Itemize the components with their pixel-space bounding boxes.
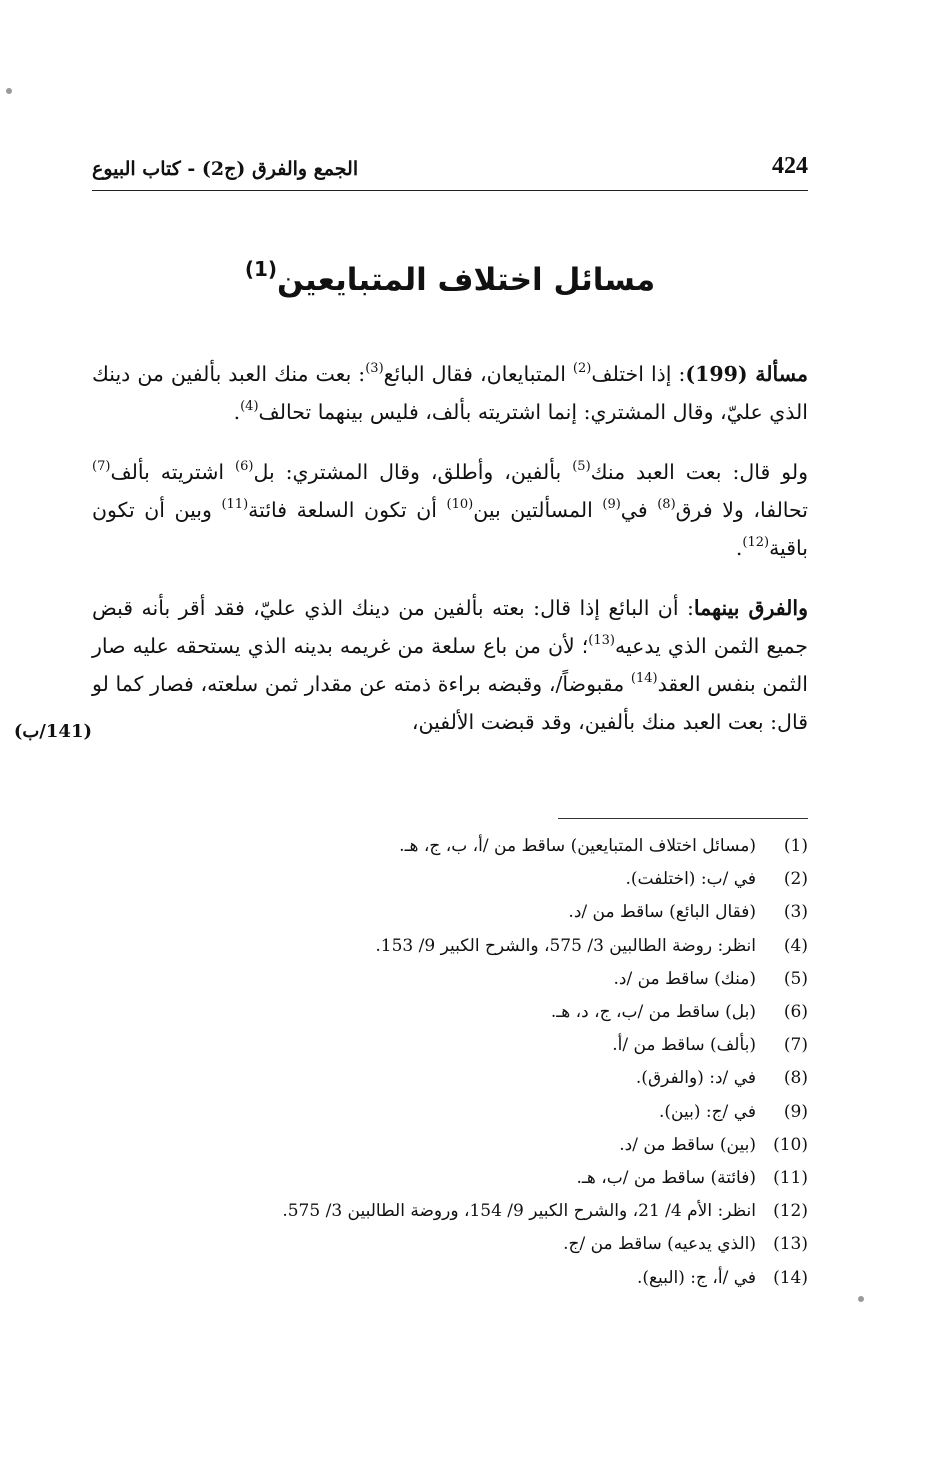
text-segment: تحالفا، ولا فرق xyxy=(675,498,808,522)
paragraph-masalah-199 xyxy=(92,355,808,431)
chapter-title-note-ref: (1) xyxy=(244,257,278,281)
footnote-item xyxy=(92,1062,808,1095)
footnote-ref[interactable]: (2) xyxy=(572,361,592,376)
text-segment: أن تكون السلعة فائتة xyxy=(248,498,447,522)
footnote-text: في /ج: (بين). xyxy=(658,1101,756,1122)
difference-label: والفرق بينهما xyxy=(693,596,808,620)
footnote-item xyxy=(92,863,808,896)
footnote-number: (13) xyxy=(773,1234,808,1255)
footnote-ref[interactable]: (5) xyxy=(572,459,591,474)
footnote-item xyxy=(92,1228,808,1261)
footnote-number: (1) xyxy=(783,836,808,856)
footnote-text: (بألف) ساقط من /أ. xyxy=(612,1035,756,1056)
footnote-number: (4) xyxy=(783,935,808,956)
chapter-title xyxy=(92,257,808,298)
paragraph-difference xyxy=(92,589,808,741)
footnote-item xyxy=(92,1029,808,1062)
footnote-text: في /د: (والفرق). xyxy=(635,1068,756,1089)
footnote-item xyxy=(92,830,808,863)
footnote-ref[interactable]: (8) xyxy=(657,497,676,512)
footnote-item xyxy=(92,1096,808,1129)
paragraph-second-case xyxy=(92,453,808,567)
text-segment: : أن البائع إذا قال: بعته بألفين من دينك الذي عليّ، فقد أقر بأنه قبض جميع الثمن الذي يدعيه xyxy=(92,596,808,658)
footnote-text: (منك) ساقط من /د. xyxy=(613,968,756,989)
main-text xyxy=(92,355,808,763)
footnote-ref[interactable]: (13) xyxy=(588,633,615,648)
scan-speck xyxy=(6,88,12,94)
footnote-item xyxy=(92,1262,808,1295)
footnote-number: (6) xyxy=(783,1002,808,1023)
footnote-number: (3) xyxy=(783,902,808,923)
scan-speck xyxy=(858,1296,864,1302)
footnote-item xyxy=(92,896,808,929)
text-segment: . xyxy=(735,536,743,560)
footnote-ref[interactable]: (7) xyxy=(92,459,111,474)
footnote-ref[interactable]: (11) xyxy=(221,497,249,512)
footnote-ref[interactable]: (10) xyxy=(446,497,474,512)
text-segment: : إذا اختلف xyxy=(591,362,686,386)
text-segment: في xyxy=(620,498,658,522)
issue-label: مسألة (199) xyxy=(685,362,808,386)
footnote-item xyxy=(92,963,808,996)
footnote-number: (5) xyxy=(783,968,808,989)
footnote-text: (بين) ساقط من /د. xyxy=(619,1134,756,1155)
footnote-ref[interactable]: (3) xyxy=(365,361,384,376)
page-number: 424 xyxy=(772,153,808,179)
footnote-text: انظر: الأم 4/ 21، والشرح الكبير 9/ 154، وروضة الطالبين 3/ 575. xyxy=(282,1201,756,1222)
footnote-number: (14) xyxy=(773,1267,808,1288)
text-segment: المسألتين بين xyxy=(473,498,603,522)
footnote-number: (8) xyxy=(783,1068,808,1089)
footnote-item xyxy=(92,996,808,1029)
chapter-title-text: مسائل اختلاف المتبايعين xyxy=(277,262,656,298)
text-segment: ؛ لأن من باع سلعة من غريمه بدينه الذي يستحقه عليه صار الثمن بنفس العقد xyxy=(92,634,808,696)
footnote-text: (فائتة) ساقط من /ب، هـ. xyxy=(576,1168,756,1189)
footnote-text: في /ب: (اختلفت). xyxy=(625,869,756,890)
text-segment: اشتريته بألف xyxy=(110,460,236,484)
page-header xyxy=(92,140,808,180)
footnote-text: (فقال البائع) ساقط من /د. xyxy=(568,902,756,923)
running-title: الجمع والفرق (ج2) - كتاب البيوع xyxy=(92,158,359,180)
footnote-item xyxy=(92,1195,808,1228)
footnote-ref[interactable]: (6) xyxy=(235,459,254,474)
footnote-separator xyxy=(558,818,808,819)
footnote-item xyxy=(92,1129,808,1162)
footnote-number: (2) xyxy=(783,869,808,890)
footnote-ref[interactable]: (9) xyxy=(602,497,621,512)
text-segment: ولو قال: بعت العبد منك xyxy=(590,460,808,484)
footnote-number: (9) xyxy=(783,1101,808,1122)
footnote-number: (10) xyxy=(773,1134,808,1155)
footnote-text: (مسائل اختلاف المتبايعين) ساقط من /أ، ب، ج، هـ. xyxy=(399,836,756,856)
text-segment: بألفين، وأطلق، وقال المشتري: بل xyxy=(253,460,573,484)
text-segment: المتبايعان، فقال البائع xyxy=(383,362,573,386)
footnote-ref[interactable]: (4) xyxy=(240,399,259,414)
footnote-text: انظر: روضة الطالبين 3/ 575، والشرح الكبير 9/ 153. xyxy=(375,935,756,956)
footnote-ref[interactable]: (12) xyxy=(742,535,770,550)
header-rule xyxy=(92,190,808,191)
text-segment: . xyxy=(233,400,241,424)
footnote-text: (الذي يدعيه) ساقط من /ج. xyxy=(563,1234,756,1255)
footnote-text: (بل) ساقط من /ب، ج، د، هـ. xyxy=(550,1002,756,1023)
footnote-number: (12) xyxy=(773,1201,808,1222)
footnote-number: (7) xyxy=(783,1035,808,1056)
text-segment: وبين أن تكون باقية xyxy=(92,498,808,560)
footnote-item xyxy=(92,930,808,963)
footnote-text: في /أ، ج: (البيع). xyxy=(636,1267,756,1288)
text-segment: مقبوضاً/، وقبضه براءة ذمته عن مقدار ثمن سلعته، فصار كما لو قال: بعت العبد منك بألفين، وقد قبضت الألفين، xyxy=(92,672,808,734)
footnote-ref[interactable]: (14) xyxy=(630,671,658,686)
footnote-item xyxy=(92,1162,808,1195)
manuscript-folio-reference: (141/ب) xyxy=(13,721,92,742)
text-segment: : بعت منك العبد بألفين من دينك الذي عليّ، وقال المشتري: إنما اشتريته بألف، فليس بينهما تحالف xyxy=(92,362,808,424)
footnote-number: (11) xyxy=(773,1168,808,1189)
footnotes xyxy=(92,830,808,1295)
